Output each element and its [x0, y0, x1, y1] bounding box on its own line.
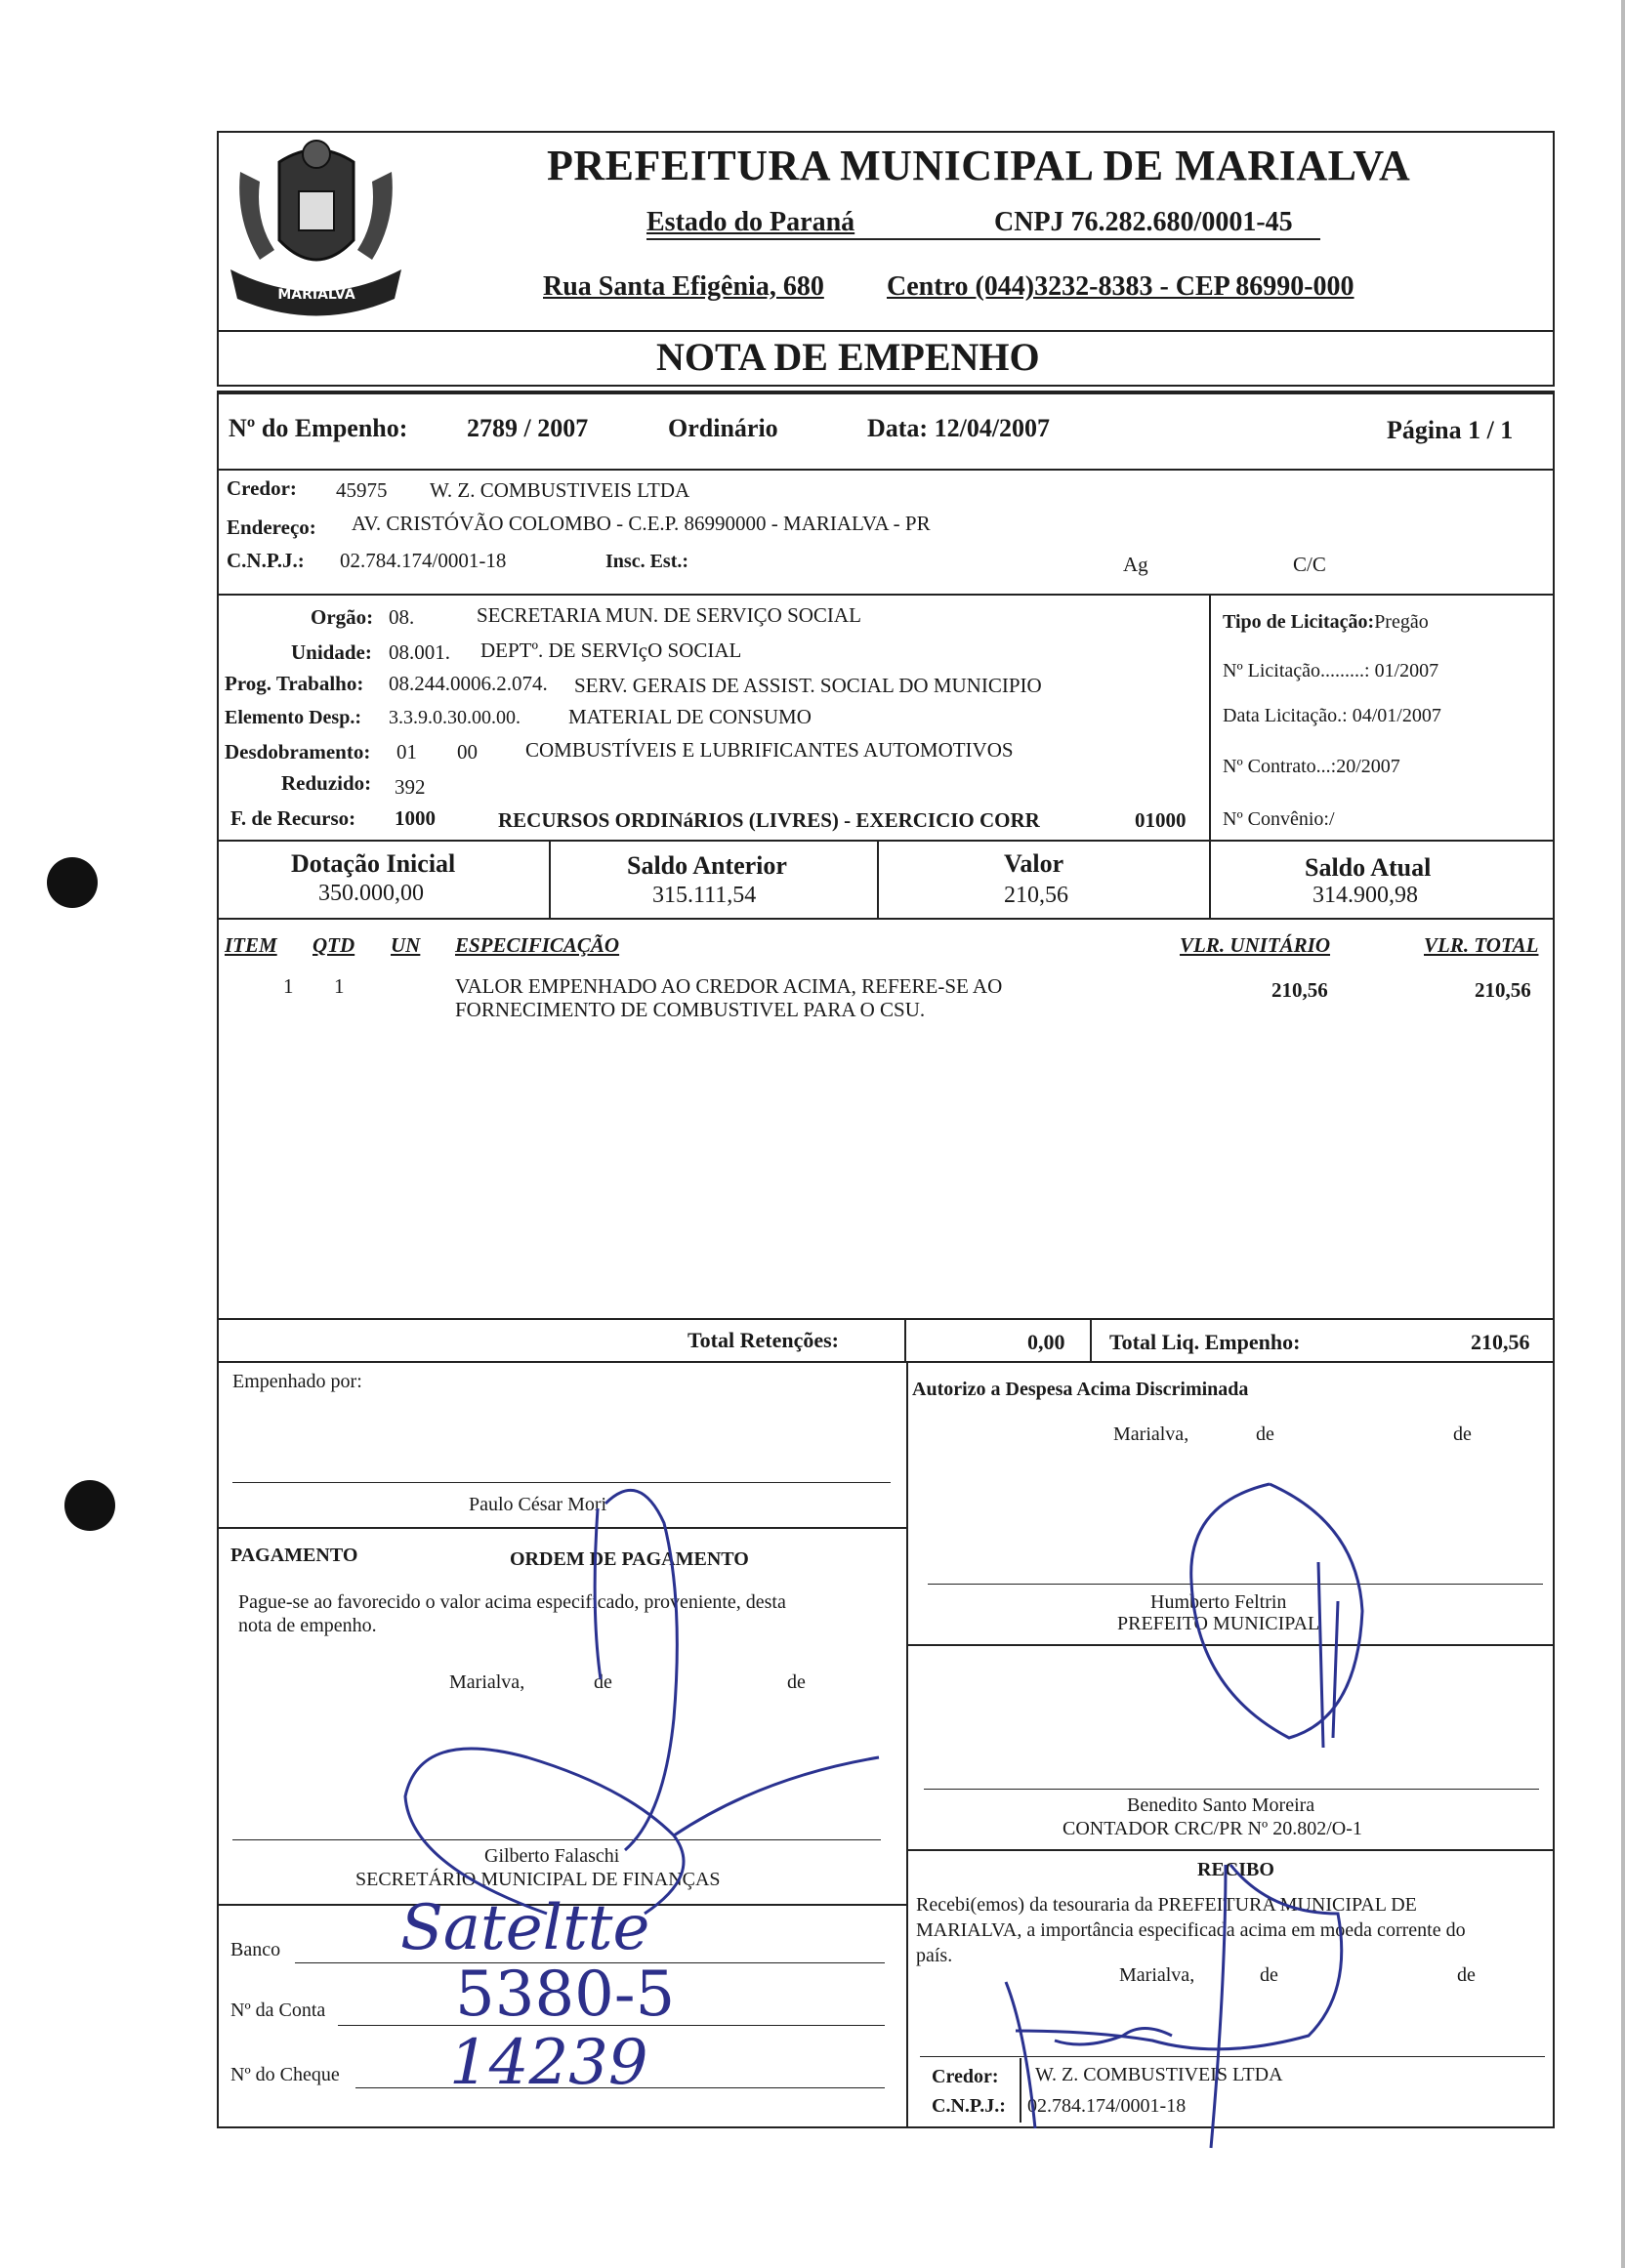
cc-label: C/C — [1293, 553, 1326, 576]
retencoes-label: Total Retenções: — [688, 1328, 839, 1352]
pagamento-text1: Pague-se ao favorecido o valor acima especificado, proveniente, desta — [238, 1591, 786, 1613]
contador-title: CONTADOR CRC/PR Nº 20.802/O-1 — [1062, 1818, 1362, 1839]
cheque-label: Nº do Cheque — [230, 2064, 340, 2085]
saldo-atual-label: Saldo Atual — [1305, 853, 1432, 882]
numero-contrato: Nº Contrato...:20/2007 — [1223, 756, 1400, 777]
recurso-desc: RECURSOS ORDINáRIOS (LIVRES) - EXERCICIO CORR — [498, 808, 1040, 832]
tipo-licitacao-label: Tipo de Licitação:Pregão — [1223, 611, 1429, 633]
credor-code: 45975 — [336, 478, 388, 502]
autorizo-de2: de — [1453, 1423, 1472, 1445]
dotacao-label: Dotação Inicial — [291, 849, 456, 878]
numero-licitacao: Nº Licitação.........: 01/2007 — [1223, 660, 1439, 681]
desdobramento-code2: 00 — [457, 740, 478, 763]
empenhado-label: Empenhado por: — [232, 1371, 362, 1392]
pagamento-place: Marialva, — [449, 1671, 525, 1693]
recurso-label: F. de Recurso: — [230, 806, 356, 830]
desdobramento-label: Desdobramento: — [225, 740, 371, 763]
recibo-place: Marialva, — [1119, 1964, 1195, 1986]
row-item: 1 — [283, 974, 294, 998]
prog-trabalho-code: 08.244.0006.2.074. — [389, 672, 548, 695]
doc-title: NOTA DE EMPENHO — [656, 335, 1040, 379]
total-liquido-label: Total Liq. Empenho: — [1109, 1330, 1301, 1354]
row-spec-line2: FORNECIMENTO DE COMBUSTIVEL PARA O CSU. — [455, 998, 926, 1021]
credor-cnpj-value: 02.784.174/0001-18 — [340, 549, 507, 572]
empenhado-name: Paulo César Mori — [469, 1494, 607, 1515]
total-liquido-value: 210,56 — [1471, 1330, 1530, 1354]
valor-value: 210,56 — [1004, 883, 1068, 908]
prog-trabalho-label: Prog. Trabalho: — [225, 672, 364, 695]
empenho-number-label: Nº do Empenho: — [229, 414, 408, 442]
prefeito-title: PREFEITO MUNICIPAL — [1117, 1613, 1320, 1634]
pagamento-de2: de — [787, 1671, 806, 1693]
credor-name: W. Z. COMBUSTIVEIS LTDA — [430, 478, 690, 502]
conta-value-handwritten: 5380-5 — [455, 1959, 676, 2031]
recurso-num: 01000 — [1135, 808, 1187, 832]
col-vlr-total: VLR. TOTAL — [1424, 933, 1539, 957]
saldo-atual-value: 314.900,98 — [1312, 883, 1418, 908]
dotacao-value: 350.000,00 — [318, 881, 424, 906]
orgao-label: Orgão: — [311, 605, 374, 629]
prefeito-name: Humberto Feltrin — [1150, 1591, 1287, 1613]
recibo-de2: de — [1457, 1964, 1476, 1986]
state-name: Estado do Paraná — [646, 207, 855, 237]
valor-label: Valor — [1004, 849, 1064, 878]
elemento-label: Elemento Desp.: — [225, 707, 361, 728]
recurso-code: 1000 — [395, 806, 436, 830]
orgao-code: 08. — [389, 605, 415, 629]
cnpj-header: CNPJ 76.282.680/0001-45 — [994, 207, 1293, 237]
svg-text:MARIALVA: MARIALVA — [277, 287, 355, 303]
numero-convenio: Nº Convênio:/ — [1223, 808, 1335, 830]
unidade-label: Unidade: — [291, 640, 372, 664]
autorizo-title: Autorizo a Despesa Acima Discriminada — [912, 1379, 1249, 1400]
autorizo-place: Marialva, — [1113, 1423, 1189, 1445]
saldo-anterior-label: Saldo Anterior — [627, 851, 787, 880]
banco-label: Banco — [230, 1939, 281, 1960]
row-spec-line1: VALOR EMPENHADO AO CREDOR ACIMA, REFERE-SE AO — [455, 974, 1003, 998]
contact: Centro (044)3232-8383 - CEP 86990-000 — [887, 271, 1354, 302]
contador-name: Benedito Santo Moreira — [1127, 1794, 1315, 1816]
empenho-date: Data: 12/04/2007 — [867, 414, 1051, 442]
col-item: ITEM — [225, 933, 277, 957]
col-un: UN — [391, 933, 421, 957]
credor-cnpj-label: C.N.P.J.: — [227, 549, 305, 572]
endereco-value: AV. CRISTÓVÃO COLOMBO - C.E.P. 86990000 - MARIALVA - PR — [352, 512, 931, 535]
recibo-text1: Recebi(emos) da tesouraria da PREFEITURA MUNICIPAL DE — [916, 1894, 1417, 1916]
pagamento-text2: nota de empenho. — [238, 1615, 377, 1636]
saldo-anterior-value: 315.111,54 — [652, 883, 757, 908]
ag-label: Ag — [1123, 553, 1148, 576]
recibo-cnpj-value: 02.784.174/0001-18 — [1027, 2095, 1187, 2117]
row-total-value: 210,56 — [1475, 978, 1531, 1002]
prog-trabalho-desc: SERV. GERAIS DE ASSIST. SOCIAL DO MUNICIPIO — [574, 674, 1042, 697]
recibo-credor-value: W. Z. COMBUSTIVEIS LTDA — [1035, 2064, 1283, 2085]
desdobramento-desc: COMBUSTÍVEIS E LUBRIFICANTES AUTOMOTIVOS — [525, 738, 1014, 762]
data-licitacao: Data Licitação.: 04/01/2007 — [1223, 705, 1441, 726]
recibo-text2: MARIALVA, a importância especificada acima em moeda corrente do — [916, 1919, 1466, 1941]
ordem-pagamento-label: ORDEM DE PAGAMENTO — [510, 1548, 749, 1570]
elemento-code: 3.3.9.0.30.00.00. — [389, 707, 521, 728]
recibo-credor-label: Credor: — [932, 2066, 999, 2087]
col-qtd: QTD — [312, 933, 355, 957]
address: Rua Santa Efigênia, 680 — [543, 271, 824, 302]
reduzido-value: 392 — [395, 775, 426, 799]
recibo-text3: país. — [916, 1945, 953, 1966]
conta-label: Nº da Conta — [230, 2000, 326, 2021]
pagamento-label: PAGAMENTO — [230, 1545, 358, 1566]
secretario-name: Gilberto Falaschi — [484, 1845, 620, 1867]
insc-est-label: Insc. Est.: — [605, 551, 689, 572]
unidade-code: 08.001. — [389, 640, 450, 664]
row-qtd: 1 — [334, 974, 345, 998]
col-vlr-unitario: VLR. UNITÁRIO — [1180, 933, 1331, 957]
cheque-value-handwritten: 14239 — [449, 2027, 648, 2099]
pagamento-de1: de — [594, 1671, 612, 1693]
empenho-type: Ordinário — [668, 414, 778, 442]
page-number: Página 1 / 1 — [1387, 416, 1514, 444]
empenho-number-value: 2789 / 2007 — [467, 414, 589, 442]
credor-label: Credor: — [227, 476, 297, 500]
banco-value-handwritten: Sateltte — [400, 1892, 650, 1964]
desdobramento-code1: 01 — [396, 740, 417, 763]
col-especificacao: ESPECIFICAÇÃO — [455, 933, 620, 957]
orgao-desc: SECRETARIA MUN. DE SERVIÇO SOCIAL — [477, 603, 861, 627]
autorizo-de1: de — [1256, 1423, 1274, 1445]
page-title: PREFEITURA MUNICIPAL DE MARIALVA — [547, 142, 1411, 189]
elemento-desc: MATERIAL DE CONSUMO — [568, 705, 812, 728]
recibo-title: RECIBO — [1197, 1859, 1274, 1880]
unidade-desc: DEPTº. DE SERVIçO SOCIAL — [480, 639, 742, 662]
retencoes-value: 0,00 — [1027, 1330, 1065, 1354]
endereco-label: Endereço: — [227, 515, 316, 539]
recibo-de1: de — [1260, 1964, 1278, 1986]
row-unit-value: 210,56 — [1271, 978, 1328, 1002]
secretario-title: SECRETÁRIO MUNICIPAL DE FINANÇAS — [355, 1869, 721, 1890]
reduzido-label: Reduzido: — [281, 771, 372, 795]
recibo-cnpj-label: C.N.P.J.: — [932, 2095, 1006, 2117]
